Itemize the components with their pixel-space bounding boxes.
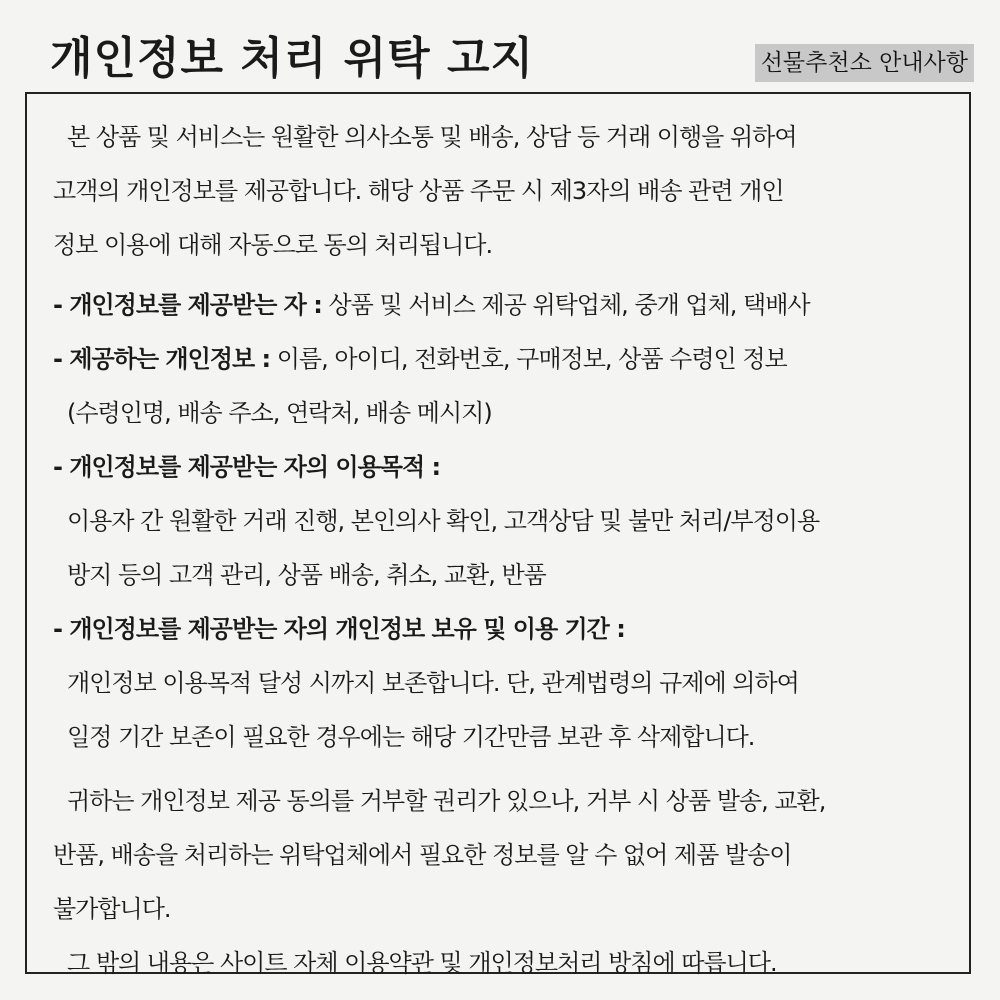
item-sub-line: (수령인명, 배송 주소, 연락처, 배송 메시지): [67, 399, 492, 427]
refusal-line: 반품, 배송을 처리하는 위탁업체에서 필요한 정보를 알 수 없어 제품 발송이: [53, 841, 792, 869]
item-retention: [53, 602, 949, 656]
item-provided-info: [53, 332, 949, 386]
intro-line: 정보 이용에 대해 자동으로 동의 처리됩니다.: [53, 231, 493, 259]
intro-paragraph: [53, 110, 949, 272]
item-label: - 개인정보를 제공받는 자의 이용목적 :: [53, 453, 441, 481]
item-list: [53, 278, 949, 764]
page-title: 개인정보 처리 위탁 고지: [50, 33, 534, 84]
item-label: - 개인정보를 제공받는 자의 개인정보 보유 및 이용 기간 :: [53, 615, 625, 643]
item-sub-line: 방지 등의 고객 관리, 상품 배송, 취소, 교환, 반품: [67, 561, 546, 589]
intro-line: 고객의 개인정보를 제공합니다. 해당 상품 주문 시 제3자의 배송 관련 개인: [53, 177, 784, 205]
item-sub-line: 일정 기간 보존이 필요한 경우에는 해당 기간만큼 보관 후 삭제합니다.: [67, 723, 755, 751]
item-purpose: [53, 440, 949, 494]
intro-line: 본 상품 및 서비스는 원활한 의사소통 및 배송, 상담 등 거래 이행을 위하여: [67, 123, 797, 151]
item-value: 이름, 아이디, 전화번호, 구매정보, 상품 수령인 정보: [270, 345, 787, 373]
item-recipient: [53, 278, 949, 332]
refusal-paragraph: [53, 774, 949, 936]
item-value: 상품 및 서비스 제공 위탁업체, 중개 업체, 택배사: [321, 291, 810, 319]
item-sub-line: 개인정보 이용목적 달성 시까지 보존합니다. 단, 관계법령의 규제에 의하여: [67, 669, 799, 697]
item-label: - 제공하는 개인정보 :: [53, 345, 271, 373]
closing-line: 그 밖의 내용은 사이트 자체 이용약관 및 개인정보처리 방침에 따릅니다.: [67, 949, 777, 977]
refusal-line: 귀하는 개인정보 제공 동의를 거부할 권리가 있으나, 거부 시 상품 발송, 교환,: [67, 787, 826, 815]
item-label: - 개인정보를 제공받는 자 :: [53, 291, 322, 319]
notice-box: [25, 92, 971, 977]
notice-tag: 선물추천소 안내사항: [755, 44, 974, 82]
refusal-line: 불가합니다.: [53, 895, 171, 923]
item-sub-line: 이용자 간 원활한 거래 진행, 본인의사 확인, 고객상담 및 불만 처리/부정이용: [67, 507, 820, 535]
